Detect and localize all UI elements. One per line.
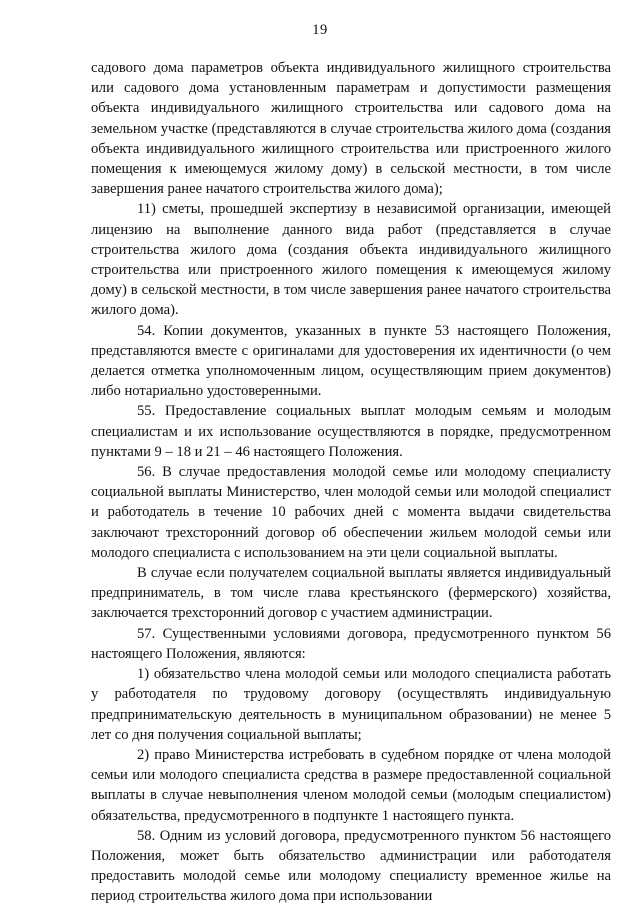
- document-body: [91, 58, 611, 907]
- paragraph-56-entrepreneur: В случае если получателем социальной выплаты является индивидуальный предприниматель, в том числе глава крестьянского (фермерского) хозяйства, заключается трехсторонний договор с участием администрации.: [91, 565, 611, 622]
- paragraph-item-11: 11) сметы, прошедшей экспертизу в независимой организации, имеющей лицензию на выполнение данного вида работ (представляется в случае строительства жилого дома (создания объекта индивидуального жилищного строительства или пристроенного жилого помещения к имеющемуся жилому дому) в сельской местности, в том числе завершения ранее начатого строительства жилого дома).: [91, 201, 611, 319]
- paragraph-57-item-1: 1) обязательство члена молодой семьи или молодого специалиста работать у работодателя по трудовому договору (осуществлять индивидуальную предпринимательскую деятельность в муниципальном образовании) не менее 5 лет со дня получения социальной выплаты;: [91, 666, 611, 743]
- paragraph-58: 58. Одним из условий договора, предусмотренного пунктом 56 настоящего Положения, может быть обязательство администрации или работодателя предоставить молодой семье или молодому специалисту временное жилье на период строительства жилого дома при использовании: [91, 827, 611, 905]
- paragraph-57-item-2: 2) право Министерства истребовать в судебном порядке от члена молодой семьи или молодого специалиста средства в размере предоставленной социальной выплаты в случае невыполнения членом молодой семьи (молодым специалистом) обязательства, предусмотренного в подпункте 1 настоящего пункта.: [91, 746, 611, 824]
- page-number: 19: [312, 22, 328, 38]
- paragraph-57: 57. Существенными условиями договора, предусмотренного пунктом 56 настоящего Положения, являются:: [91, 625, 611, 662]
- paragraph-54: 54. Копии документов, указанных в пункте 53 настоящего Положения, представляются вместе с оригиналами для удостоверения их идентичности (о чем делается отметка уполномоченным лицом, осуществляющим прием документов) либо нотариально удостоверенными.: [91, 322, 611, 400]
- paragraph-56: 56. В случае предоставления молодой семье или молодому специалисту социальной выплаты Министерство, член молодой семьи или молодой специалист и работодатель в течение 10 рабочих дней с момента выдачи свидетельства заключают трехсторонний договор об обеспечении жильем молодой семьи или молодого специалиста с использованием на эти цели социальной выплаты.: [91, 464, 611, 561]
- paragraph-continuation: садового дома параметров объекта индивидуального жилищного строительства или садового дома установленным параметрам и допустимости размещения объекта индивидуального жилищного строительства или садового дома на земельном участке (представляются в случае строительства жилого дома (создания объекта индивидуального жилищного строительства или пристроенного жилого помещения к имеющемуся жилому дому) в сельской местности, в том числе завершения ранее начатого строительства жилого дома);: [91, 60, 611, 198]
- paragraph-55: 55. Предоставление социальных выплат молодым семьям и молодым специалистам и их использование осуществляются в порядке, предусмотренном пунктами 9 – 18 и 21 – 46 настоящего Положения.: [91, 403, 611, 460]
